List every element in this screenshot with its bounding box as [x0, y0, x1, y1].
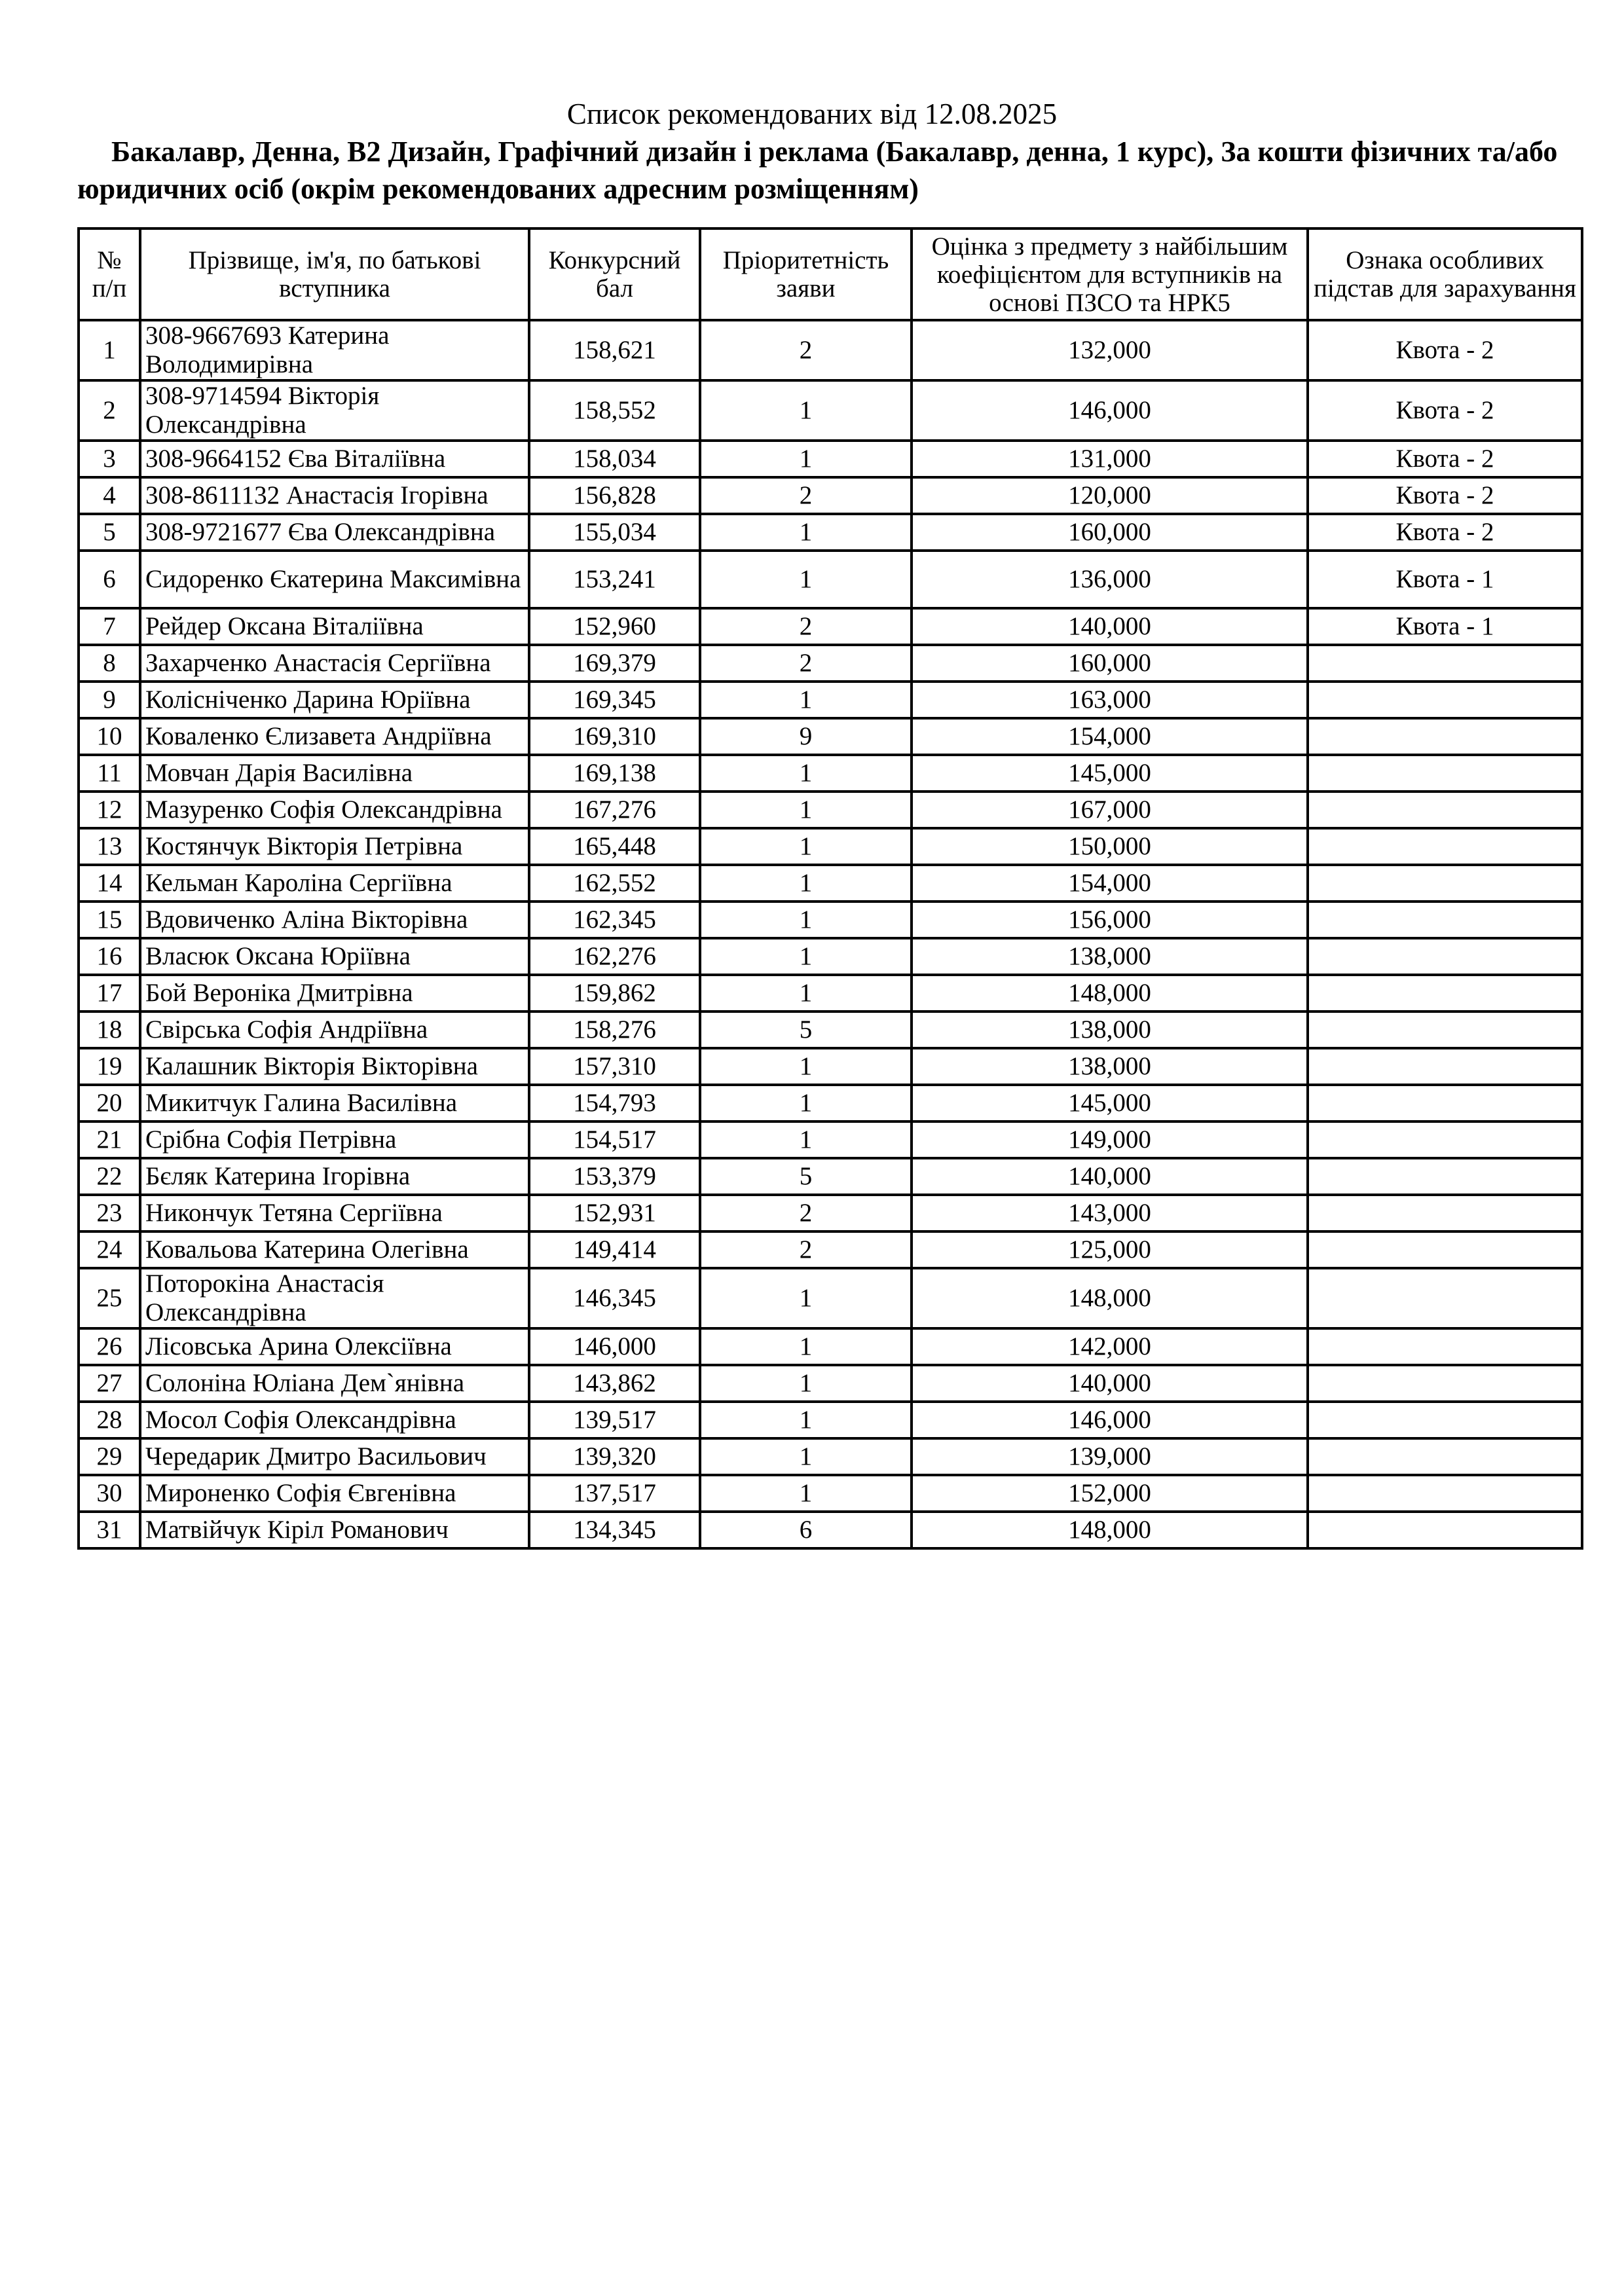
- row-number: 27: [79, 1365, 140, 1402]
- row-number: 20: [79, 1085, 140, 1121]
- application-priority: 1: [700, 441, 912, 477]
- table-row: [79, 477, 1582, 514]
- table-row: [79, 1085, 1582, 1121]
- application-priority: 9: [700, 718, 912, 755]
- row-number: 5: [79, 514, 140, 551]
- special-grounds: [1308, 902, 1582, 938]
- subject-grade: 152,000: [912, 1475, 1308, 1512]
- applicant-name: Колісніченко Дарина Юріївна: [140, 682, 529, 718]
- applicant-name: Власюк Оксана Юріївна: [140, 938, 529, 975]
- applicant-name: Мосол Софія Олександрівна: [140, 1402, 529, 1438]
- row-number: 17: [79, 975, 140, 1011]
- competitive-score: 139,517: [529, 1402, 700, 1438]
- competitive-score: 169,379: [529, 645, 700, 682]
- subject-grade: 142,000: [912, 1328, 1308, 1365]
- subject-grade: 140,000: [912, 608, 1308, 645]
- special-grounds: [1308, 1011, 1582, 1048]
- applicant-name: Ковальова Катерина Олегівна: [140, 1231, 529, 1268]
- table-row: [79, 1402, 1582, 1438]
- application-priority: 1: [700, 551, 912, 608]
- subject-grade: 163,000: [912, 682, 1308, 718]
- competitive-score: 169,345: [529, 682, 700, 718]
- special-grounds: [1308, 1085, 1582, 1121]
- row-number: 31: [79, 1512, 140, 1548]
- application-priority: 1: [700, 1438, 912, 1475]
- competitive-score: 139,320: [529, 1438, 700, 1475]
- application-priority: 2: [700, 1195, 912, 1231]
- special-grounds: [1308, 1195, 1582, 1231]
- application-priority: 2: [700, 477, 912, 514]
- competitive-score: 158,621: [529, 320, 700, 380]
- table-row: [79, 828, 1582, 865]
- special-grounds: [1308, 792, 1582, 828]
- special-grounds: [1308, 828, 1582, 865]
- special-grounds: [1308, 1231, 1582, 1268]
- competitive-score: 149,414: [529, 1231, 700, 1268]
- special-grounds: [1308, 1158, 1582, 1195]
- table-row: [79, 320, 1582, 380]
- row-number: 12: [79, 792, 140, 828]
- row-number: 25: [79, 1268, 140, 1328]
- row-number: 24: [79, 1231, 140, 1268]
- special-grounds: [1308, 975, 1582, 1011]
- header-full-name: Прізвище, ім'я, по батькові вступника: [140, 228, 529, 320]
- row-number: 15: [79, 902, 140, 938]
- application-priority: 1: [700, 1365, 912, 1402]
- header-application-priority: Пріоритетність заяви: [700, 228, 912, 320]
- table-row: [79, 792, 1582, 828]
- table-row: [79, 865, 1582, 902]
- applicant-name: Солоніна Юліана Дем`янівна: [140, 1365, 529, 1402]
- competitive-score: 137,517: [529, 1475, 700, 1512]
- row-number: 10: [79, 718, 140, 755]
- competitive-score: 156,828: [529, 477, 700, 514]
- subject-grade: 138,000: [912, 1048, 1308, 1085]
- table-row: [79, 755, 1582, 792]
- table-row: [79, 1048, 1582, 1085]
- row-number: 11: [79, 755, 140, 792]
- subject-grade: 139,000: [912, 1438, 1308, 1475]
- competitive-score: 158,276: [529, 1011, 700, 1048]
- special-grounds: Квота - 1: [1308, 608, 1582, 645]
- applicant-name: Чередарик Дмитро Васильович: [140, 1438, 529, 1475]
- table-row: [79, 1268, 1582, 1328]
- applicant-name: Мироненко Софія Євгенівна: [140, 1475, 529, 1512]
- competitive-score: 169,310: [529, 718, 700, 755]
- applicant-name: Матвійчук Кіріл Романович: [140, 1512, 529, 1548]
- subject-grade: 148,000: [912, 975, 1308, 1011]
- application-priority: 1: [700, 755, 912, 792]
- competitive-score: 152,931: [529, 1195, 700, 1231]
- competitive-score: 169,138: [529, 755, 700, 792]
- table-row: [79, 1438, 1582, 1475]
- competitive-score: 153,241: [529, 551, 700, 608]
- application-priority: 1: [700, 975, 912, 1011]
- subject-grade: 125,000: [912, 1231, 1308, 1268]
- table-row: [79, 682, 1582, 718]
- subject-grade: 140,000: [912, 1158, 1308, 1195]
- row-number: 16: [79, 938, 140, 975]
- applicant-name: 308-8611132 Анастасія Ігорівна: [140, 477, 529, 514]
- table-row: [79, 514, 1582, 551]
- competitive-score: 158,034: [529, 441, 700, 477]
- special-grounds: [1308, 1328, 1582, 1365]
- header-number: № п/п: [79, 228, 140, 320]
- application-priority: 1: [700, 792, 912, 828]
- applicant-name: Кельман Кароліна Сергіївна: [140, 865, 529, 902]
- table-row: [79, 1121, 1582, 1158]
- subject-grade: 145,000: [912, 755, 1308, 792]
- special-grounds: [1308, 1475, 1582, 1512]
- competitive-score: 143,862: [529, 1365, 700, 1402]
- row-number: 9: [79, 682, 140, 718]
- table-row: [79, 938, 1582, 975]
- applicant-name: Мовчан Дарія Василівна: [140, 755, 529, 792]
- table-row: [79, 1195, 1582, 1231]
- application-priority: 1: [700, 1048, 912, 1085]
- special-grounds: [1308, 718, 1582, 755]
- application-priority: 1: [700, 1121, 912, 1158]
- competitive-score: 146,345: [529, 1268, 700, 1328]
- special-grounds: [1308, 1268, 1582, 1328]
- application-priority: 2: [700, 645, 912, 682]
- application-priority: 1: [700, 938, 912, 975]
- table-row: [79, 551, 1582, 608]
- subject-grade: 146,000: [912, 380, 1308, 441]
- competitive-score: 152,960: [529, 608, 700, 645]
- application-priority: 1: [700, 1085, 912, 1121]
- applicant-name: Рейдер Оксана Віталіївна: [140, 608, 529, 645]
- table-row: [79, 902, 1582, 938]
- applicant-name: Коваленко Єлизавета Андріївна: [140, 718, 529, 755]
- table-row: [79, 1475, 1582, 1512]
- special-grounds: Квота - 1: [1308, 551, 1582, 608]
- row-number: 7: [79, 608, 140, 645]
- subject-grade: 131,000: [912, 441, 1308, 477]
- document-title: Список рекомендованих від 12.08.2025: [566, 98, 1058, 130]
- application-priority: 1: [700, 682, 912, 718]
- row-number: 30: [79, 1475, 140, 1512]
- row-number: 3: [79, 441, 140, 477]
- subject-grade: 120,000: [912, 477, 1308, 514]
- application-priority: 2: [700, 608, 912, 645]
- competitive-score: 154,517: [529, 1121, 700, 1158]
- document-subtitle: Бакалавр, Денна, В2 Дизайн, Графічний дизайн і реклама (Бакалавр, денна, 1 курс), За кошти фізичних та/або юридичних осіб (окрім рекомендованих адресним розміщенням): [77, 136, 1558, 205]
- subject-grade: 148,000: [912, 1268, 1308, 1328]
- table-row: [79, 645, 1582, 682]
- table-header-row: [79, 228, 1582, 320]
- competitive-score: 153,379: [529, 1158, 700, 1195]
- row-number: 6: [79, 551, 140, 608]
- applicant-name: 308-9721677 Єва Олександрівна: [140, 514, 529, 551]
- subject-grade: 148,000: [912, 1512, 1308, 1548]
- subject-grade: 150,000: [912, 828, 1308, 865]
- competitive-score: 146,000: [529, 1328, 700, 1365]
- application-priority: 2: [700, 1231, 912, 1268]
- subject-grade: 138,000: [912, 1011, 1308, 1048]
- applicant-name: Костянчук Вікторія Петрівна: [140, 828, 529, 865]
- table-row: [79, 1231, 1582, 1268]
- application-priority: 1: [700, 1475, 912, 1512]
- competitive-score: 162,552: [529, 865, 700, 902]
- application-priority: 1: [700, 865, 912, 902]
- special-grounds: [1308, 1402, 1582, 1438]
- applicant-name: Поторокіна Анастасія Олександрівна: [140, 1268, 529, 1328]
- application-priority: 6: [700, 1512, 912, 1548]
- special-grounds: [1308, 1048, 1582, 1085]
- application-priority: 1: [700, 1328, 912, 1365]
- special-grounds: Квота - 2: [1308, 477, 1582, 514]
- applicant-name: Захарченко Анастасія Сергіївна: [140, 645, 529, 682]
- row-number: 2: [79, 380, 140, 441]
- subject-grade: 156,000: [912, 902, 1308, 938]
- special-grounds: [1308, 1121, 1582, 1158]
- applicant-name: Свірська Софія Андріївна: [140, 1011, 529, 1048]
- row-number: 1: [79, 320, 140, 380]
- row-number: 26: [79, 1328, 140, 1365]
- competitive-score: 167,276: [529, 792, 700, 828]
- subject-grade: 167,000: [912, 792, 1308, 828]
- row-number: 4: [79, 477, 140, 514]
- special-grounds: Квота - 2: [1308, 441, 1582, 477]
- applicant-name: 308-9714594 Вікторія Олександрівна: [140, 380, 529, 441]
- row-number: 23: [79, 1195, 140, 1231]
- table-row: [79, 1158, 1582, 1195]
- applicant-name: 308-9664152 Єва Віталіївна: [140, 441, 529, 477]
- application-priority: 1: [700, 1402, 912, 1438]
- special-grounds: [1308, 1365, 1582, 1402]
- subject-grade: 140,000: [912, 1365, 1308, 1402]
- subject-grade: 145,000: [912, 1085, 1308, 1121]
- subject-grade: 146,000: [912, 1402, 1308, 1438]
- competitive-score: 162,276: [529, 938, 700, 975]
- table-row: [79, 718, 1582, 755]
- special-grounds: [1308, 682, 1582, 718]
- competitive-score: 158,552: [529, 380, 700, 441]
- table-row: [79, 380, 1582, 441]
- row-number: 22: [79, 1158, 140, 1195]
- recommended-list-table: [77, 227, 1583, 1550]
- applicant-name: Калашник Вікторія Вікторівна: [140, 1048, 529, 1085]
- special-grounds: [1308, 645, 1582, 682]
- application-priority: 1: [700, 902, 912, 938]
- special-grounds: Квота - 2: [1308, 380, 1582, 441]
- row-number: 13: [79, 828, 140, 865]
- applicant-name: Никончук Тетяна Сергіївна: [140, 1195, 529, 1231]
- competitive-score: 134,345: [529, 1512, 700, 1548]
- row-number: 18: [79, 1011, 140, 1048]
- special-grounds: [1308, 865, 1582, 902]
- header-special-grounds: Ознака особливих підстав для зарахування: [1308, 228, 1582, 320]
- application-priority: 1: [700, 514, 912, 551]
- subject-grade: 154,000: [912, 865, 1308, 902]
- applicant-name: Лісовська Арина Олексіївна: [140, 1328, 529, 1365]
- subject-grade: 160,000: [912, 645, 1308, 682]
- row-number: 14: [79, 865, 140, 902]
- table-row: [79, 1011, 1582, 1048]
- table-row: [79, 1365, 1582, 1402]
- table-row: [79, 608, 1582, 645]
- row-number: 29: [79, 1438, 140, 1475]
- special-grounds: [1308, 1438, 1582, 1475]
- table-row: [79, 975, 1582, 1011]
- row-number: 8: [79, 645, 140, 682]
- application-priority: 1: [700, 1268, 912, 1328]
- subject-grade: 143,000: [912, 1195, 1308, 1231]
- special-grounds: Квота - 2: [1308, 514, 1582, 551]
- row-number: 28: [79, 1402, 140, 1438]
- subject-grade: 132,000: [912, 320, 1308, 380]
- competitive-score: 162,345: [529, 902, 700, 938]
- application-priority: 1: [700, 828, 912, 865]
- competitive-score: 165,448: [529, 828, 700, 865]
- applicant-name: Микитчук Галина Василівна: [140, 1085, 529, 1121]
- applicant-name: Бєляк Катерина Ігорівна: [140, 1158, 529, 1195]
- subject-grade: 136,000: [912, 551, 1308, 608]
- header-subject-grade: Оцінка з предмету з найбільшим коефіцієнтом для вступників на основі ПЗСО та НРК5: [912, 228, 1308, 320]
- subject-grade: 154,000: [912, 718, 1308, 755]
- special-grounds: Квота - 2: [1308, 320, 1582, 380]
- application-priority: 1: [700, 380, 912, 441]
- applicant-name: Мазуренко Софія Олександрівна: [140, 792, 529, 828]
- subject-grade: 149,000: [912, 1121, 1308, 1158]
- competitive-score: 154,793: [529, 1085, 700, 1121]
- applicant-name: 308-9667693 Катерина Володимирівна: [140, 320, 529, 380]
- competitive-score: 159,862: [529, 975, 700, 1011]
- row-number: 21: [79, 1121, 140, 1158]
- applicant-name: Срібна Софія Петрівна: [140, 1121, 529, 1158]
- special-grounds: [1308, 938, 1582, 975]
- applicant-name: Бой Вероніка Дмитрівна: [140, 975, 529, 1011]
- application-priority: 5: [700, 1011, 912, 1048]
- table-row: [79, 441, 1582, 477]
- applicant-name: Вдовиченко Аліна Вікторівна: [140, 902, 529, 938]
- table-row: [79, 1328, 1582, 1365]
- special-grounds: [1308, 755, 1582, 792]
- header-competitive-score: Конкурсний бал: [529, 228, 700, 320]
- subject-grade: 160,000: [912, 514, 1308, 551]
- subject-grade: 138,000: [912, 938, 1308, 975]
- table-row: [79, 1512, 1582, 1548]
- application-priority: 5: [700, 1158, 912, 1195]
- applicant-name: Сидоренко Єкатерина Максимівна: [140, 551, 529, 608]
- row-number: 19: [79, 1048, 140, 1085]
- table-body: [79, 320, 1582, 1548]
- competitive-score: 155,034: [529, 514, 700, 551]
- competitive-score: 157,310: [529, 1048, 700, 1085]
- special-grounds: [1308, 1512, 1582, 1548]
- application-priority: 2: [700, 320, 912, 380]
